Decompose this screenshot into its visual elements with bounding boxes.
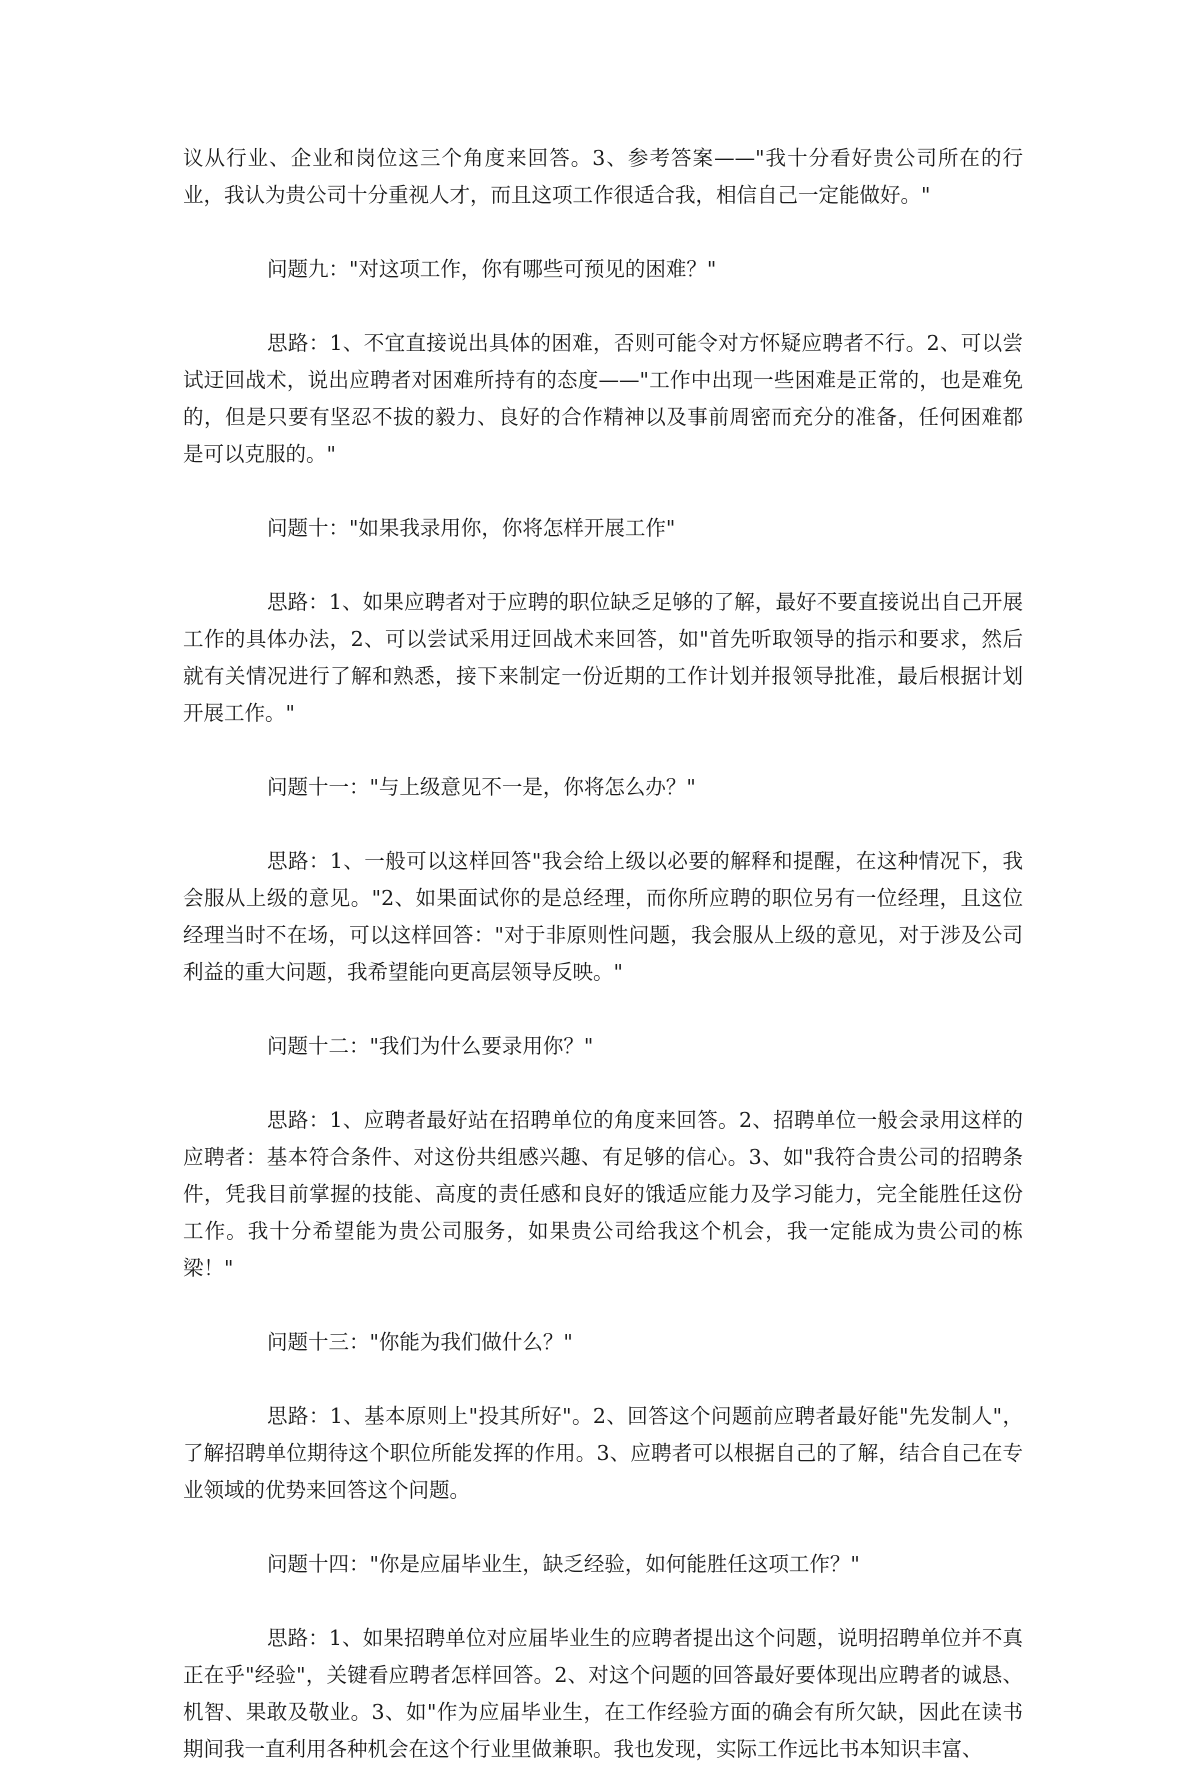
answer-14: 思路：1、如果招聘单位对应届毕业生的应聘者提出这个问题，说明招聘单位并不真正在乎"经验"，关键看应聘者怎样回答。2、对这个问题的回答最好要体现出应聘者的诚恳、机智、果敢及敬业。3、如"作为应届毕业生，在工作经验方面的确会有所欠缺，因此在读书期间我一直利用各种机会在这个行业里做兼职。我也发现，实际工作远比书本知识丰富、 — [183, 1626, 1023, 1761]
question-13: 问题十三："你能为我们做什么？" — [267, 1330, 573, 1354]
document-page — [183, 140, 1023, 1768]
answer-12: 思路：1、应聘者最好站在招聘单位的角度来回答。2、招聘单位一般会录用这样的应聘者：基本符合条件、对这份共组感兴趣、有足够的信心。3、如"我符合贵公司的招聘条件，凭我目前掌握的技能、高度的责任感和良好的饿适应能力及学习能力，完全能胜任这份工作。我十分希望能为贵公司服务，如果贵公司给我这个机会，我一定能成为贵公司的栋梁！" — [183, 1108, 1023, 1280]
question-12: 问题十二："我们为什么要录用你？" — [267, 1034, 594, 1058]
answer-10: 思路：1、如果应聘者对于应聘的职位缺乏足够的了解，最好不要直接说出自己开展工作的具体办法，2、可以尝试采用迂回战术来回答，如"首先听取领导的指示和要求，然后就有关情况进行了解和熟悉，接下来制定一份近期的工作计划并报领导批准，最后根据计划开展工作。" — [183, 590, 1023, 725]
question-14: 问题十四："你是应届毕业生，缺乏经验，如何能胜任这项工作？" — [267, 1552, 860, 1576]
answer-11: 思路：1、一般可以这样回答"我会给上级以必要的解释和提醒，在这种情况下，我会服从上级的意见。"2、如果面试你的是总经理，而你所应聘的职位另有一位经理，且这位经理当时不在场，可以这样回答："对于非原则性问题，我会服从上级的意见，对于涉及公司利益的重大问题，我希望能向更高层领导反映。" — [183, 849, 1023, 984]
question-10: 问题十："如果我录用你，你将怎样开展工作" — [267, 516, 676, 540]
question-11: 问题十一："与上级意见不一是，你将怎么办？" — [267, 775, 696, 799]
question-9: 问题九："对这项工作，你有哪些可预见的困难？" — [267, 257, 717, 281]
paragraph-continuation: 议从行业、企业和岗位这三个角度来回答。3、参考答案——"我十分看好贵公司所在的行业，我认为贵公司十分重视人才，而且这项工作很适合我，相信自己一定能做好。" — [183, 146, 1023, 207]
answer-13: 思路：1、基本原则上"投其所好"。2、回答这个问题前应聘者最好能"先发制人"，了解招聘单位期待这个职位所能发挥的作用。3、应聘者可以根据自己的了解，结合自己在专业领域的优势来回答这个问题。 — [183, 1404, 1023, 1502]
answer-9: 思路：1、不宜直接说出具体的困难，否则可能令对方怀疑应聘者不行。2、可以尝试迂回战术，说出应聘者对困难所持有的态度——"工作中出现一些困难是正常的，也是难免的，但是只要有坚忍不拔的毅力、良好的合作精神以及事前周密而充分的准备，任何困难都是可以克服的。" — [183, 331, 1023, 466]
